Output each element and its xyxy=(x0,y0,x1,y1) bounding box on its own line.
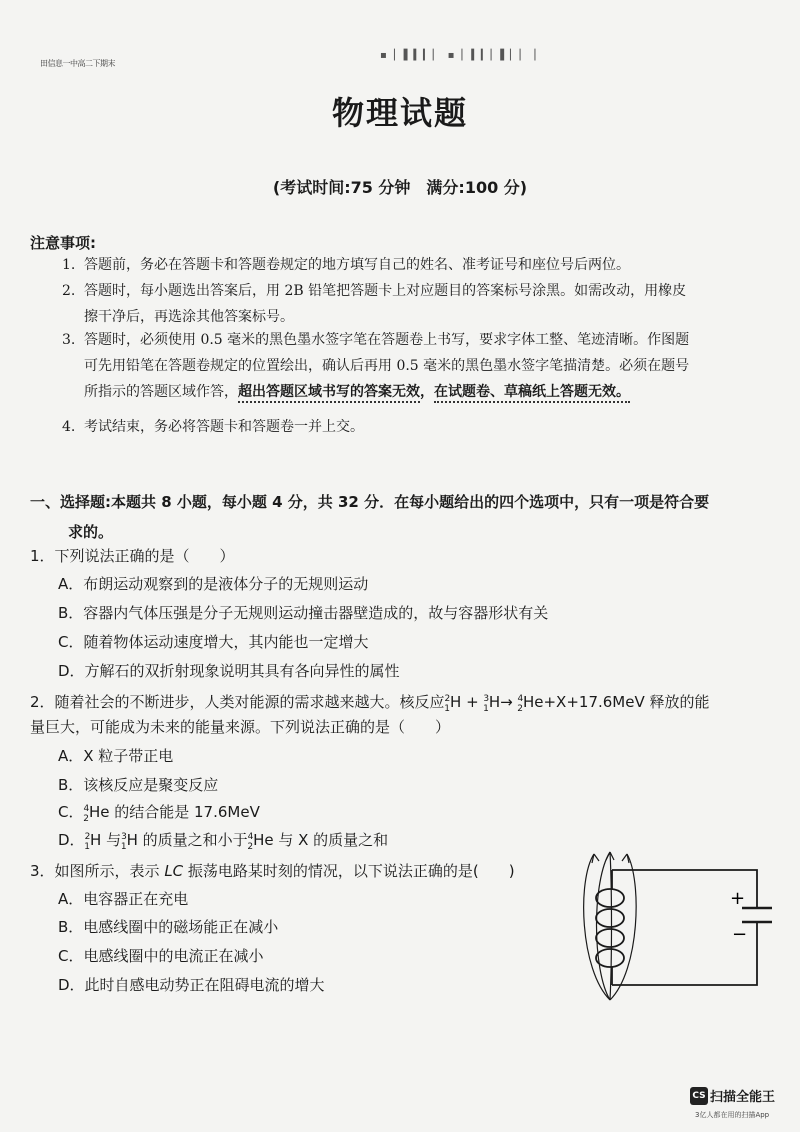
question-3-stem-a: 3．如图所示，表示 xyxy=(30,862,165,880)
nuclide-h3: $^3_1$H xyxy=(483,693,501,714)
option-letter: D． xyxy=(58,831,85,849)
scanner-tagline: 3亿人都在用的扫描App xyxy=(695,1111,770,1119)
exam-info: (考试时间:75 分钟 满分:100 分) xyxy=(272,178,528,197)
notice-text: 答题时，每小题选出答案后，用 2B 铅笔把答题卡上对应题目的答案标号涂黑。如需改动，用橡皮 xyxy=(84,283,687,299)
question-3-option-b: B．电感线圈中的磁场能正在减小 xyxy=(58,918,279,936)
question-2-option-d: D．$^2_1$H 与$^3_1$H 的质量之和小于$^4_2$He 与 X 的质量之和 xyxy=(58,831,389,852)
option-text: He 与 X 的质量之和 xyxy=(253,831,389,849)
option-text: He 的结合能是 17.6MeV xyxy=(88,803,260,821)
question-1-option-c: C．随着物体运动速度增大，其内能也一定增大 xyxy=(58,633,369,651)
lc-label: LC xyxy=(164,862,184,880)
notice-item-2 xyxy=(62,278,762,330)
notice-text: 答题前，务必在答题卡和答题卷规定的地方填写自己的姓名、准考证号和座位号后两位。 xyxy=(84,257,630,273)
question-2-stem: 2．随着社会的不断进步，人类对能源的需求越来越大。核反应$^2_1$H + $^3_1$H→ $^4_2$He+X+17.6MeV 释放的能 xyxy=(30,693,710,714)
option-letter: C． xyxy=(58,803,84,821)
question-3-option-d: D．此时自感电动势正在阻碍电流的增大 xyxy=(58,976,325,994)
notice-item-1 xyxy=(62,252,762,278)
notice-text-cont: 擦干净后，再选涂其他答案标号。 xyxy=(84,309,294,325)
page-title: 物理试题 xyxy=(331,94,468,132)
question-3-option-c: C．电感线圈中的电流正在减小 xyxy=(58,947,264,965)
question-1-stem: 1．下列说法正确的是（ ） xyxy=(30,547,235,565)
question-2-stem-a: 2．随着社会的不断进步，人类对能源的需求越来越大。核反应 xyxy=(30,693,445,711)
capacitor-plus-label: + xyxy=(730,888,746,909)
notice-item-3 xyxy=(62,327,762,405)
option-text: H 的质量之和小于 xyxy=(126,831,248,849)
notice-num: 2. xyxy=(62,283,76,299)
question-1-option-d: D．方解石的双折射现象说明其具有各向异性的属性 xyxy=(58,662,400,680)
question-2-option-a: A．X 粒子带正电 xyxy=(58,747,174,765)
notice-emphasis: 在试题卷、草稿纸上答题无效。 xyxy=(434,384,630,403)
notice-num: 3. xyxy=(62,332,76,348)
scanner-watermark xyxy=(690,1085,775,1105)
section-heading-line1: 一、选择题:本题共 8 小题，每小题 4 分，共 32 分．在每小题给出的四个选项中，只有一项是符合要 xyxy=(30,493,710,511)
notice-num: 1. xyxy=(62,257,76,273)
capacitor-minus-label: − xyxy=(732,924,748,945)
section-heading xyxy=(30,487,775,547)
option-text: H 与 xyxy=(90,831,122,849)
notice-item-4 xyxy=(62,414,762,440)
notice-num: 4. xyxy=(62,419,76,435)
nuclide-he4: $^4_2$He xyxy=(517,693,544,714)
notice-text-cont: 所指示的答题区域作答， xyxy=(84,384,238,400)
question-2-option-b: B．该核反应是聚变反应 xyxy=(58,776,219,794)
notice-text: 答题时，必须使用 0.5 毫米的黑色墨水签字笔在答题卷上书写，要求字体工整、笔迹清晰。作图题 xyxy=(84,332,690,348)
magnetic-field-lines xyxy=(584,852,636,1000)
question-2-stem-b: +X+17.6MeV 释放的能 xyxy=(543,693,710,711)
notice-sep: ， xyxy=(420,384,434,400)
scan-header-noise: ▪ ▏▌▍▎▏ ▪ ▏▍▎▏▌▏▏ ▏ xyxy=(380,50,545,61)
nuclide-h2: $^2_1$H xyxy=(444,693,462,714)
question-3-option-a: A．电容器正在充电 xyxy=(58,890,189,908)
notice-emphasis: 超出答题区域书写的答案无效 xyxy=(238,384,420,403)
notice-heading: 注意事项: xyxy=(30,234,96,252)
notice-text: 考试结束，务必将答题卡和答题卷一并上交。 xyxy=(84,419,364,435)
camscanner-logo-icon: CS xyxy=(690,1087,708,1105)
section-heading-line2: 求的。 xyxy=(68,523,114,541)
notice-text-cont: 可先用铅笔在答题卷规定的位置绘出，确认后再用 0.5 毫米的黑色墨水签字笔描清楚。必须在题号 xyxy=(84,358,690,374)
question-2-stem-line2: 量巨大，可能成为未来的能量来源。下列说法正确的是（ ） xyxy=(30,718,451,736)
scanner-app-name: 扫描全能王 xyxy=(710,1090,776,1105)
scan-header-mark: 田信息一中高二下期末 xyxy=(40,59,115,68)
lc-circuit-diagram xyxy=(572,840,782,1015)
question-2-option-c: C．$^4_2$He 的结合能是 17.6MeV xyxy=(58,803,260,824)
question-1-option-a: A．布朗运动观察到的是液体分子的无规则运动 xyxy=(58,575,369,593)
question-1-option-b: B．容器内气体压强是分子无规则运动撞击器壁造成的，故与容器形状有关 xyxy=(58,604,549,622)
question-3-stem-b: 振荡电路某时刻的情况，以下说法正确的是( ) xyxy=(183,862,515,880)
